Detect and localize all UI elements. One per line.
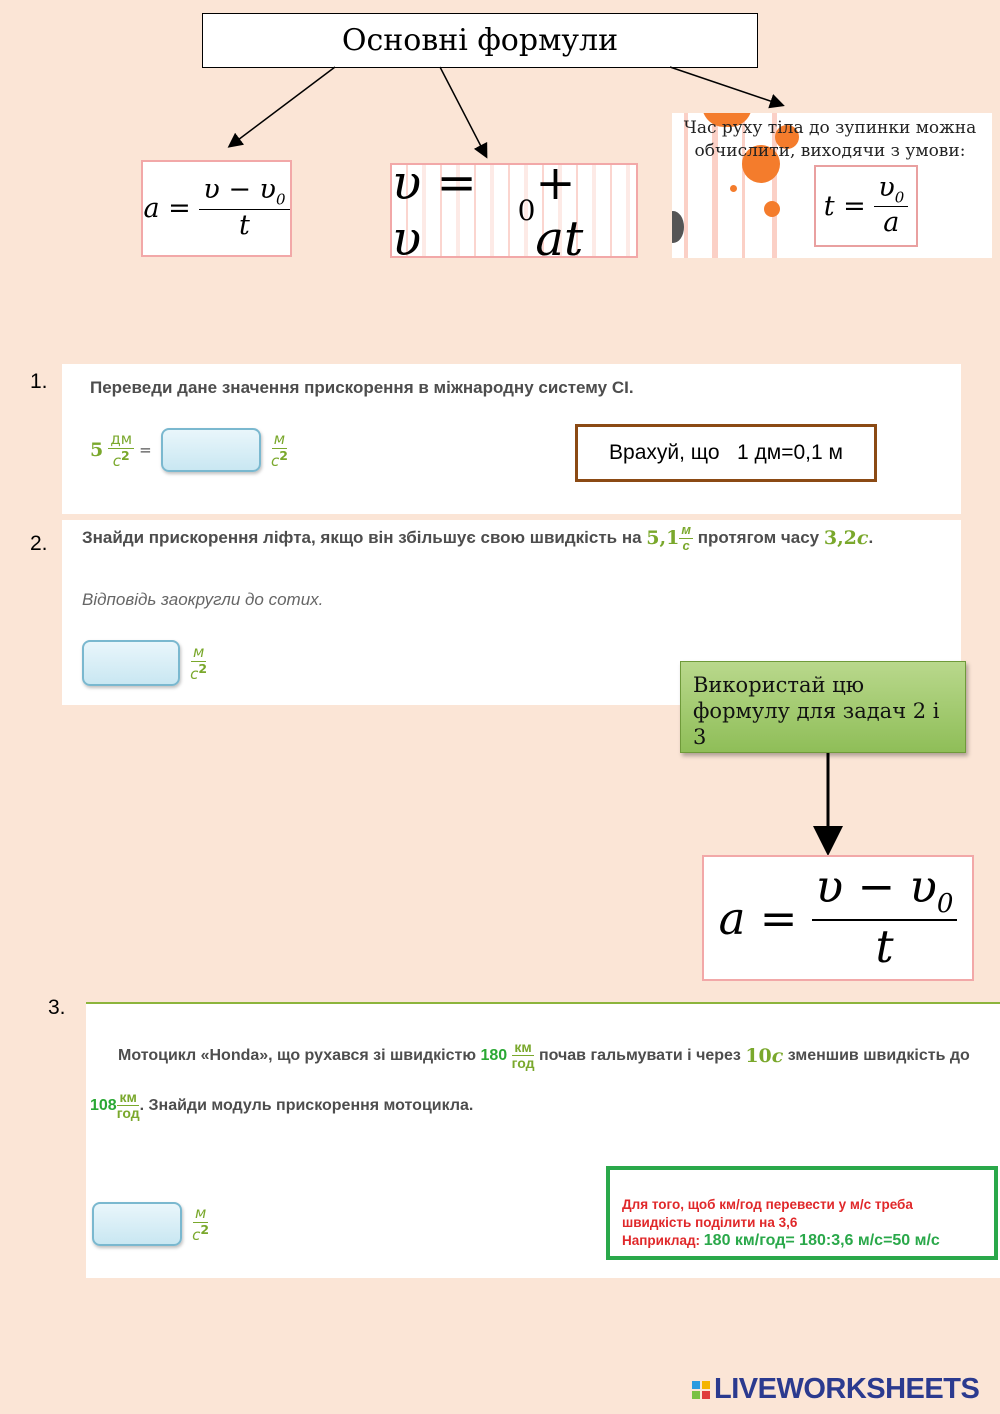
formula-subscript: 0 — [894, 188, 905, 207]
arrow-1 — [230, 67, 335, 146]
formula-numerator: υ − υ — [815, 860, 937, 914]
formula-box — [814, 165, 918, 247]
task-1-number: 1. — [30, 370, 48, 393]
formula-rhs: + at — [535, 154, 584, 267]
decor-dot — [764, 201, 780, 217]
formula-subscript: 0 — [275, 190, 286, 209]
decor-dot — [672, 211, 684, 243]
task-1-question: Переведи дане значення прискорення в міжнародну систему СІ. — [90, 378, 634, 397]
task-2-note: Відповідь заокругли до сотих. — [82, 590, 324, 609]
formula-velocity — [390, 154, 638, 267]
formula-acceleration-large — [702, 855, 974, 981]
task-1-value: 5 — [90, 439, 104, 461]
arrow-2 — [440, 67, 486, 156]
task-1-unit: дм $с^2$ — [110, 430, 133, 470]
formula-hint-box — [680, 661, 966, 753]
logo-icon — [692, 1381, 710, 1399]
task-1-answer-unit: м $с^2$ — [270, 430, 288, 470]
task-1-hint — [575, 424, 877, 482]
formula-denominator: t — [239, 209, 250, 241]
formula-subscript: 0 — [517, 194, 536, 227]
formula-numerator: υ − υ — [203, 174, 276, 206]
task-3-number: 3. — [48, 996, 66, 1019]
task-1-answer-input[interactable] — [161, 428, 261, 472]
task-3-hint — [606, 1166, 998, 1260]
formula-fraction — [199, 176, 289, 240]
task-2-number: 2. — [30, 532, 48, 555]
formula-hint-text: Використай цю формулу для задач 2 і 3 — [693, 673, 940, 749]
formula-acceleration — [141, 160, 292, 257]
task-3-question-line2: 108 км год . Знайди модуль прискорення мотоцикла. — [90, 1089, 474, 1122]
formula-subscript: 0 — [936, 889, 954, 920]
task-3-question-line1: Мотоцикл «Honda», що рухався зі швидкістю 180 км год почав гальмувати і через 10 с зменшив швидкість до — [118, 1039, 970, 1072]
formula-lhs: υ = υ — [392, 154, 477, 267]
formula-caption: Час руху тіла до зупинки можна обчислити, виходячи з умови: — [683, 118, 977, 161]
task-3-hint-example: 180 км/год= 180:3,6 м/с=50 м/с — [703, 1232, 940, 1249]
arrow-3 — [670, 67, 782, 105]
formula-denominator: t — [875, 919, 894, 973]
equals-sign: = — [139, 441, 152, 459]
task-3-hint-line1: Для того, щоб км/год перевести у м/с треба — [622, 1197, 913, 1212]
task-2-answer-input[interactable] — [82, 640, 180, 686]
task-3-answer-unit: м $с^2$ — [192, 1204, 210, 1244]
formula-lhs: t = — [823, 190, 866, 222]
task-1-hint-text: Врахуй, що 1 дм=0,1 м — [609, 441, 843, 464]
task-2-question: Знайди прискорення ліфта, якщо він збільшує свою швидкість на 5,1 м с протягом часу 3,2 с . — [82, 522, 874, 553]
formula-stop-time — [672, 113, 992, 258]
formula-lhs: a = — [143, 193, 191, 224]
decor-dot — [730, 185, 737, 192]
task-2-answer-unit: м $с^2$ — [190, 643, 208, 683]
formula-denominator: a — [883, 207, 900, 239]
task-3-answer-input[interactable] — [92, 1202, 182, 1246]
formula-numerator: υ — [878, 171, 895, 203]
logo-text: LIVEWORKSHEETS — [714, 1373, 980, 1405]
formula-lhs: a = — [718, 891, 798, 945]
page-title: Основні формули — [341, 23, 619, 58]
liveworksheets-logo — [692, 1373, 979, 1406]
task-3-hint-line2: швидкість поділити на 3,6 — [622, 1215, 798, 1230]
task-3-hint-example-label: Наприклад: — [622, 1233, 704, 1248]
